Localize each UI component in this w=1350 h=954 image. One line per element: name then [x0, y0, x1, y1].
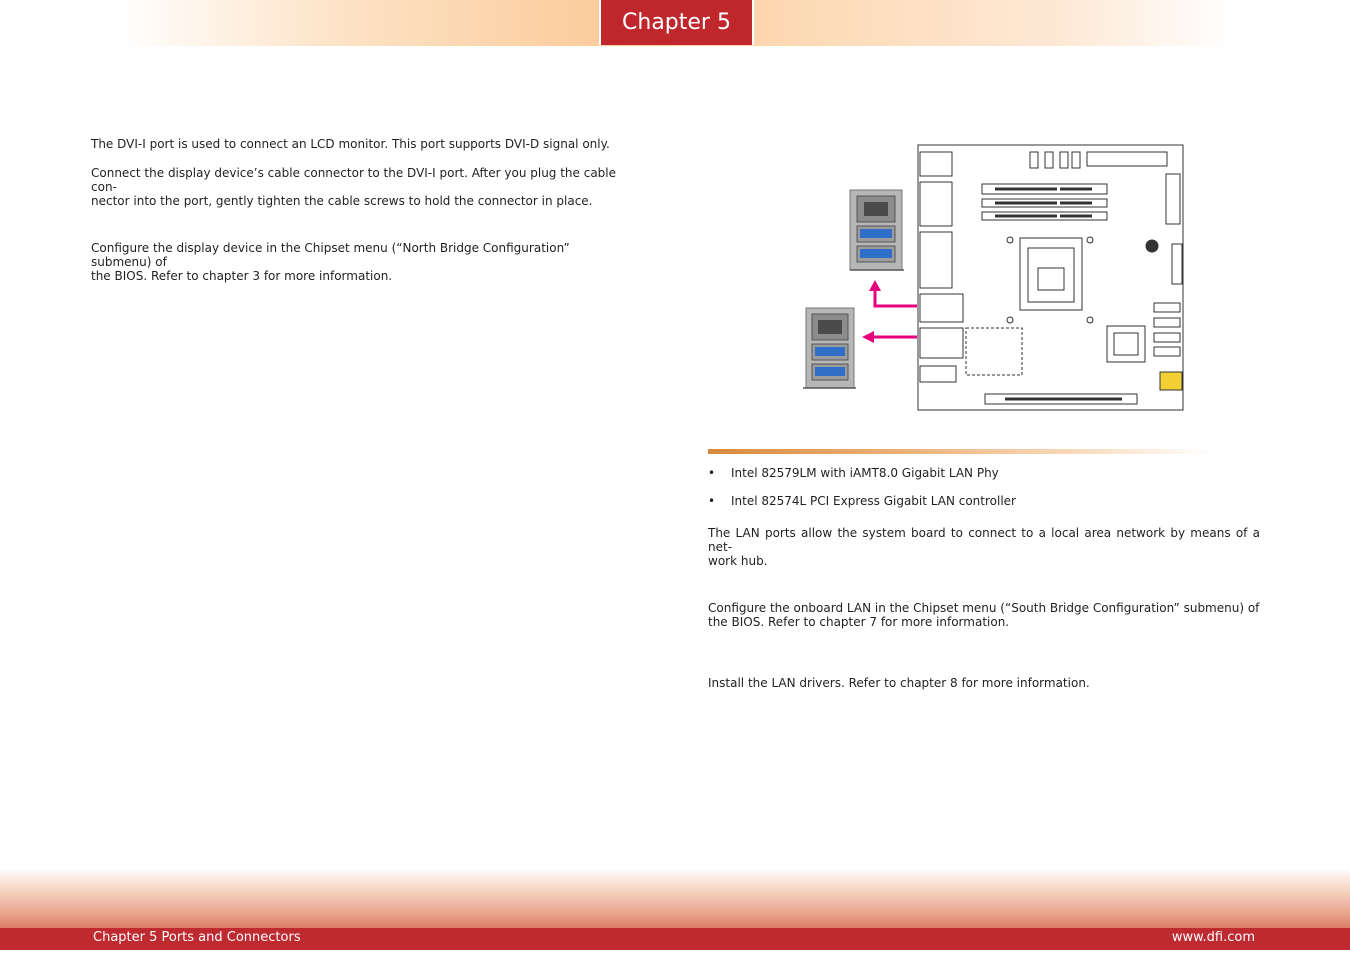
board-diagram: [800, 140, 1190, 415]
footer-chapter-title: Chapter 5 Ports and Connectors: [93, 930, 301, 945]
lan-usb-port-stack-lower: [803, 308, 856, 388]
arrow-to-lower-lan: [862, 331, 917, 343]
bullet-symbol: •: [708, 466, 716, 480]
dvi-paragraph-2-line-1: Connect the display device’s cable connector to the DVI-I port. After you plug the cable con-: [91, 166, 617, 194]
list-item: [708, 466, 1268, 494]
bullet-symbol: •: [708, 494, 716, 508]
dvi-paragraph-3: [91, 241, 631, 283]
lan-paragraph-1-line-2: work hub.: [708, 554, 768, 568]
dvi-paragraph-3-line-2: the BIOS. Refer to chapter 3 for more information.: [91, 269, 393, 283]
dvi-paragraph-2-line-2: nector into the port, gently tighten the cable screws to hold the connector in place.: [91, 194, 593, 208]
yellow-header: [1160, 372, 1182, 390]
lan-controller-2: Intel 82574L PCI Express Gigabit LAN controller: [731, 494, 1016, 508]
chapter-tab: Chapter 5: [599, 0, 754, 45]
list-item: [708, 494, 1268, 522]
footer-band: [0, 868, 1350, 930]
lan-paragraph-1-line-1: The LAN ports allow the system board to connect to a local area network by means of a net-: [708, 526, 1260, 554]
lan-paragraph-1: [708, 526, 1260, 568]
lan-paragraph-2-line-2: the BIOS. Refer to chapter 7 for more information.: [708, 615, 1010, 629]
section-divider: [708, 449, 1210, 454]
footer-bar: [0, 928, 1350, 950]
lan-paragraph-2-line-1: Configure the onboard LAN in the Chipset menu (“South Bridge Configuration” submenu) of: [708, 601, 1260, 615]
dvi-paragraph-3-line-1: Configure the display device in the Chipset menu (“North Bridge Configuration” submenu) of: [91, 241, 570, 269]
lan-controller-1: Intel 82579LM with iAMT8.0 Gigabit LAN Phy: [731, 466, 999, 480]
lan-paragraph-3: Install the LAN drivers. Refer to chapter 8 for more information.: [708, 676, 1090, 690]
arrow-to-upper-lan: [869, 280, 917, 306]
dvi-paragraph-2: [91, 166, 631, 208]
dvi-paragraph-1: The DVI-I port is used to connect an LCD monitor. This port supports DVI-D signal only.: [91, 137, 610, 151]
lan-paragraph-2: [708, 601, 1260, 629]
lan-usb-port-stack-upper: [850, 190, 904, 270]
lan-controller-list: [708, 466, 1268, 522]
footer-website-link[interactable]: www.dfi.com: [1171, 930, 1255, 945]
motherboard-outline: [918, 145, 1183, 410]
